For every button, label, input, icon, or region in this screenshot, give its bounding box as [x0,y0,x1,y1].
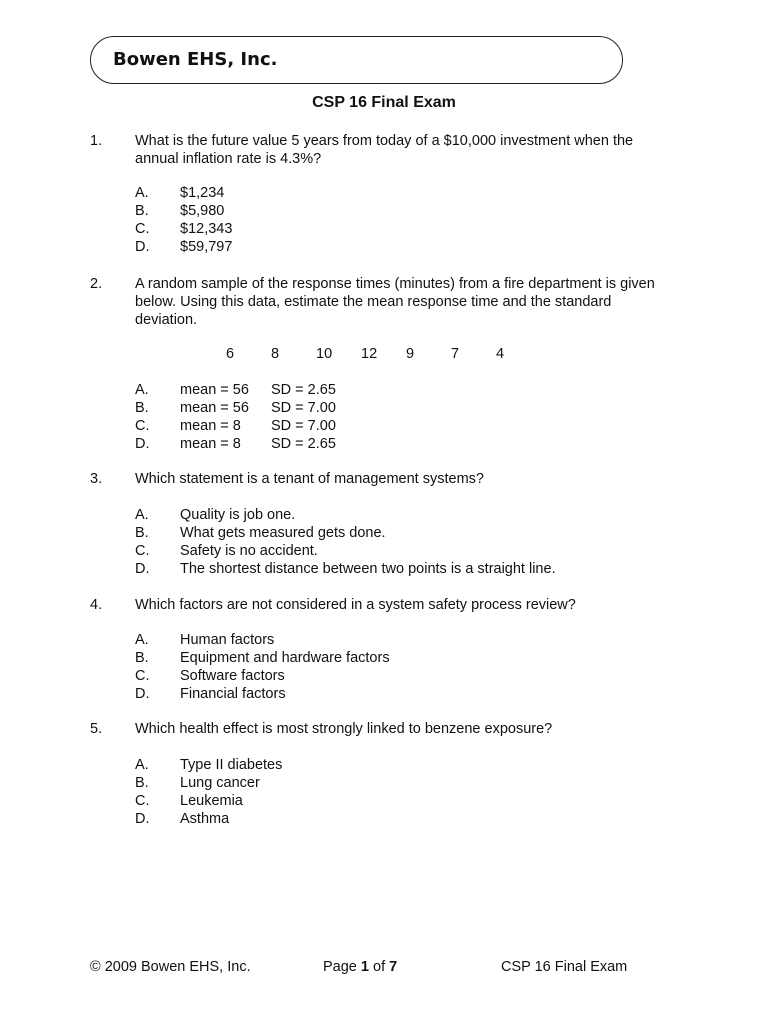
footer-copyright: © 2009 Bowen EHS, Inc. [90,959,251,975]
sample-value: 8 [271,346,280,362]
question-4-number: 4. [90,597,103,613]
question-5-number: 5. [90,721,103,737]
question-3-number: 3. [90,471,103,487]
question-2-option-a-letter: A. [135,382,149,398]
footer-page-total: 7 [389,959,398,975]
question-1-option-d-letter: D. [135,239,150,255]
question-5-option-a: Type II diabetes [180,757,283,773]
sample-value: 7 [451,346,460,362]
question-2-option-c-letter: C. [135,418,150,434]
header-banner [90,36,623,84]
sample-value: 10 [316,346,333,362]
question-2-option-c-sd: SD = 7.00 [271,418,336,434]
sample-value: 4 [496,346,505,362]
question-2-option-d-sd: SD = 2.65 [271,436,336,452]
exam-title: CSP 16 Final Exam [312,94,456,111]
question-5-option-d: Asthma [180,811,230,827]
question-4-option-c-letter: C. [135,668,150,684]
question-3-option-c: Safety is no accident. [180,543,318,559]
question-2-stem-line1: A random sample of the response times (minutes) from a fire department is given [135,276,655,292]
question-1-option-c: $12,343 [180,221,233,237]
question-3-option-b: What gets measured gets done. [180,525,386,541]
question-2-option-a-mean: mean = 56 [180,382,249,398]
question-2-option-c-mean: mean = 8 [180,418,241,434]
question-1-number: 1. [90,133,103,149]
question-3-option-d: The shortest distance between two points is a straight line. [180,561,556,577]
question-2-number: 2. [90,276,103,292]
question-2-option-a-sd: SD = 2.65 [271,382,336,398]
sample-value: 12 [361,346,378,362]
footer-page-of: of [373,959,386,975]
question-5-stem: Which health effect is most strongly linked to benzene exposure? [135,721,553,737]
question-2-stem-line3: deviation. [135,312,198,328]
question-5-option-c-letter: C. [135,793,150,809]
question-4-option-b-letter: B. [135,650,149,666]
question-5-option-c: Leukemia [180,793,243,809]
question-1-option-a: $1,234 [180,185,225,201]
question-2-option-d-letter: D. [135,436,150,452]
question-4-option-d: Financial factors [180,686,286,702]
footer-exam-name: CSP 16 Final Exam [501,959,628,975]
question-3-option-b-letter: B. [135,525,149,541]
question-1-option-b-letter: B. [135,203,149,219]
question-5-option-b: Lung cancer [180,775,260,791]
question-5-option-b-letter: B. [135,775,149,791]
question-1-option-b: $5,980 [180,203,225,219]
question-4-option-d-letter: D. [135,686,150,702]
sample-value: 9 [406,346,415,362]
question-5-option-a-letter: A. [135,757,149,773]
question-3-option-a: Quality is job one. [180,507,296,523]
question-2-option-b-letter: B. [135,400,149,416]
company-name: Bowen EHS, Inc. [113,49,278,70]
question-4-option-a-letter: A. [135,632,149,648]
question-2-option-b-mean: mean = 56 [180,400,249,416]
footer-page-prefix: Page [323,959,357,975]
question-2-option-b-sd: SD = 7.00 [271,400,336,416]
question-4-option-a: Human factors [180,632,275,648]
question-3-option-d-letter: D. [135,561,150,577]
question-3-option-a-letter: A. [135,507,149,523]
footer-page-number [323,959,397,975]
question-4-option-c: Software factors [180,668,285,684]
question-5-option-d-letter: D. [135,811,150,827]
question-4-option-b: Equipment and hardware factors [180,650,390,666]
question-3-option-c-letter: C. [135,543,150,559]
question-1-option-a-letter: A. [135,185,149,201]
question-1-stem-line2: annual inflation rate is 4.3%? [135,151,322,167]
question-1-stem-line1: What is the future value 5 years from today of a $10,000 investment when the [135,133,634,149]
question-3-stem: Which statement is a tenant of management systems? [135,471,484,487]
sample-value: 6 [226,346,235,362]
question-1-option-d: $59,797 [180,239,233,255]
footer-page-current: 1 [360,959,369,975]
question-2-stem-line2: below. Using this data, estimate the mean response time and the standard [135,294,612,310]
question-2-option-d-mean: mean = 8 [180,436,241,452]
question-1-option-c-letter: C. [135,221,150,237]
question-4-stem: Which factors are not considered in a system safety process review? [135,597,576,613]
